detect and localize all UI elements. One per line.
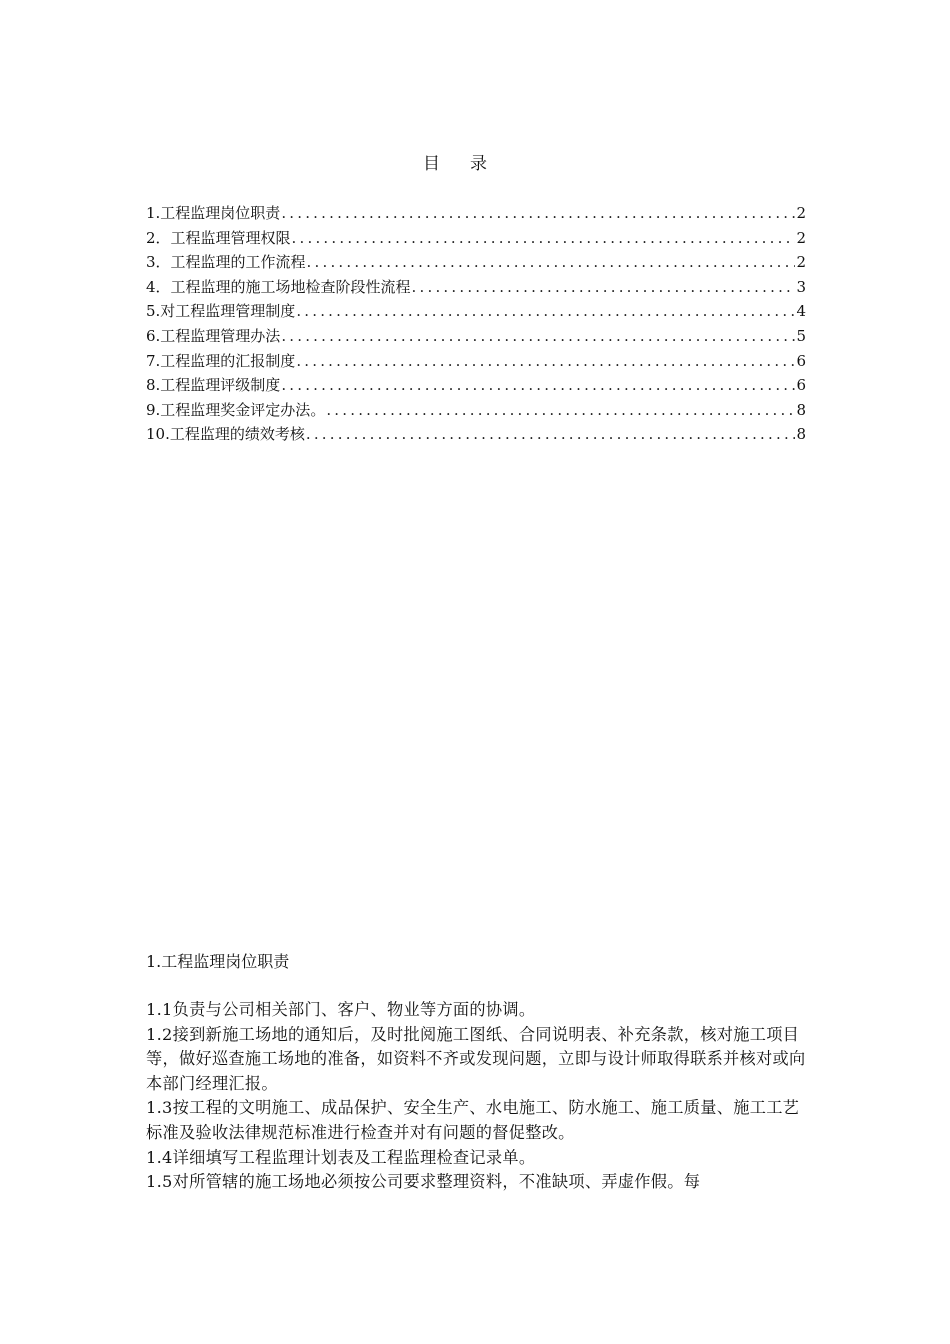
toc-entry-page: 6 <box>796 376 806 395</box>
toc-leader-dots <box>296 349 795 374</box>
toc-entry-page: 6 <box>796 351 806 370</box>
section-heading: 1.工程监理岗位职责 <box>146 952 290 971</box>
toc-entry-text: 1.工程监理岗位职责 <box>146 204 281 222</box>
toc-entry-text: 6.工程监理管理办法 <box>146 326 281 345</box>
toc-leader-dots <box>306 422 795 447</box>
toc-entry[interactable] <box>146 226 806 251</box>
toc-entry[interactable] <box>146 349 806 374</box>
toc-entry-text: 4．工程监理的施工场地检查阶段性流程 <box>146 277 411 296</box>
toc-entry-page: 2 <box>796 253 806 272</box>
toc-entry-text: 10.工程监理的绩效考核 <box>146 425 305 444</box>
toc-leader-dots <box>281 201 795 226</box>
paragraph: 1.3按工程的文明施工、成品保护、安全生产、水电施工、防水施工、施工质量、施工工艺标准及验收法律规范标准进行检查并对有问题的督促整改。 <box>146 1098 800 1142</box>
section-body <box>146 998 806 1195</box>
toc-leader-dots <box>307 250 795 275</box>
toc-entry-page: 8 <box>796 425 806 444</box>
toc-entry-page: 5 <box>796 326 806 345</box>
toc-entry-page: 4 <box>796 302 806 321</box>
toc-title-part2: 录 <box>470 154 487 174</box>
toc-entry[interactable] <box>146 275 806 300</box>
toc-entry[interactable] <box>146 299 806 324</box>
toc-leader-dots <box>292 226 795 251</box>
toc-entry[interactable] <box>146 324 806 349</box>
paragraph: 1.5对所管辖的施工场地必须按公司要求整理资料，不准缺项、弄虚作假。每 <box>146 1172 701 1192</box>
toc-title-part1: 目 <box>423 154 440 174</box>
toc-entry[interactable] <box>146 398 806 423</box>
toc-entry[interactable] <box>146 422 806 447</box>
toc-entry[interactable] <box>146 201 806 226</box>
toc-entry-page: 2 <box>796 204 806 222</box>
toc-leader-dots <box>412 275 795 300</box>
toc-entry-page: 8 <box>796 400 806 419</box>
paragraph: 1.4详细填写工程监理计划表及工程监理检查记录单。 <box>146 1147 536 1167</box>
toc-leader-dots <box>281 373 795 398</box>
toc-leader-dots <box>281 324 795 349</box>
paragraph: 1.1负责与公司相关部门、客户、物业等方面的协调。 <box>146 1000 536 1019</box>
paragraph: 1.2接到新施工场地的通知后，及时批阅施工图纸、合同说明表、补充条款，核对施工项目等，做好巡查施工场地的准备，如资料不齐或发现问题，立即与设计师取得联系并核对或向本部门经理汇报。 <box>146 1024 806 1093</box>
toc-title <box>0 149 910 174</box>
toc-entry[interactable] <box>146 250 806 275</box>
table-of-contents <box>146 201 806 447</box>
toc-entry-text: 2．工程监理管理权限 <box>146 228 291 247</box>
toc-entry-page: 2 <box>796 228 806 247</box>
toc-entry-text: 9.工程监理奖金评定办法。 <box>146 400 326 419</box>
toc-leader-dots <box>326 398 795 423</box>
toc-leader-dots <box>296 299 795 324</box>
toc-entry-text: 7.工程监理的汇报制度 <box>146 351 296 370</box>
toc-entry-text: 3．工程监理的工作流程 <box>146 253 306 272</box>
toc-entry-text: 5.对工程监理管理制度 <box>146 302 296 321</box>
toc-entry-text: 8.工程监理评级制度 <box>146 376 281 395</box>
toc-entry-page: 3 <box>796 277 806 296</box>
toc-entry[interactable] <box>146 373 806 398</box>
